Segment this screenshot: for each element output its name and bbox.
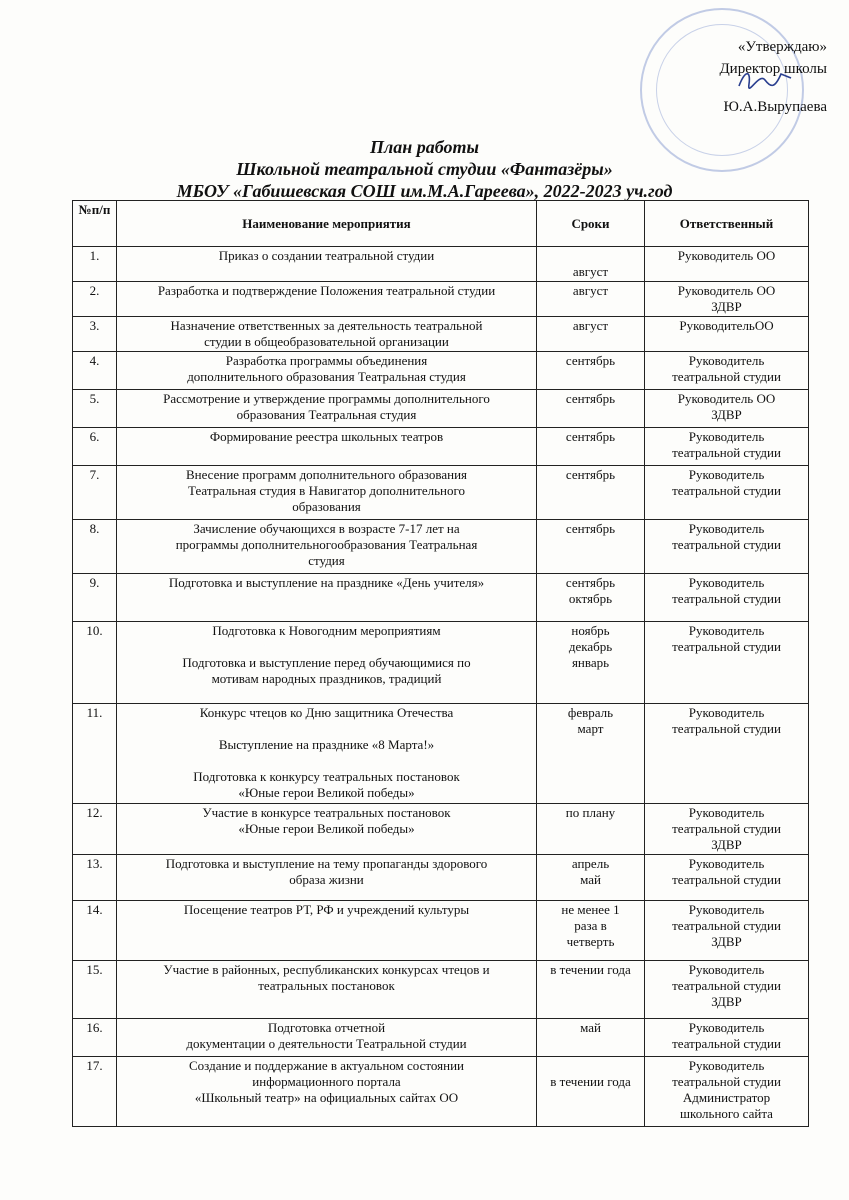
event-name-line xyxy=(120,639,533,655)
responsible-line: Руководитель xyxy=(688,1020,765,1035)
event-name-line: Разработка программы объединения xyxy=(225,353,428,368)
responsible-line: Руководитель ОО xyxy=(677,248,776,263)
term-cell xyxy=(537,317,645,352)
column-header: Наименование мероприятия xyxy=(117,201,537,247)
term-line: четверть xyxy=(566,934,615,949)
responsible-line: Руководитель xyxy=(688,962,765,977)
term-line: август xyxy=(572,264,609,279)
event-name-cell xyxy=(117,901,537,961)
responsible-line: школьного сайта xyxy=(680,1106,773,1121)
responsible-line: театральной студии xyxy=(672,978,781,993)
event-name-line: Назначение ответственных за деятельность театральной xyxy=(170,318,483,333)
event-name-line: «Школьный театр» на официальных сайтах ОО xyxy=(194,1090,459,1105)
event-name-cell xyxy=(117,466,537,520)
responsible-cell xyxy=(645,855,809,901)
table-row xyxy=(73,520,809,574)
table-row xyxy=(73,352,809,390)
event-name-line: мотивам народных праздников, традиций xyxy=(211,671,442,686)
term-line: февраль xyxy=(567,705,614,720)
responsible-line: ЗДВР xyxy=(711,299,742,314)
event-name-line: Конкурс чтецов ко Дню защитника Отечества xyxy=(199,705,454,720)
term-line: апрель xyxy=(571,856,610,871)
term-cell xyxy=(537,622,645,704)
table-row xyxy=(73,804,809,855)
event-name-line: информационного портала xyxy=(252,1074,401,1089)
column-header: Ответственный xyxy=(645,201,809,247)
event-name-cell xyxy=(117,961,537,1019)
responsible-cell xyxy=(645,961,809,1019)
event-name-cell xyxy=(117,855,537,901)
event-name-cell xyxy=(117,1057,537,1127)
table-row xyxy=(73,622,809,704)
responsible-cell xyxy=(645,317,809,352)
table-row xyxy=(73,317,809,352)
responsible-line: театральной студии xyxy=(672,1036,781,1051)
responsible-line: Руководитель xyxy=(688,856,765,871)
row-number: 15. xyxy=(73,961,117,1019)
event-name-line: Подготовка и выступление перед обучающимися по xyxy=(182,655,471,670)
term-line: не менее 1 xyxy=(561,902,620,917)
term-line: май xyxy=(580,1020,601,1035)
responsible-line: Руководитель xyxy=(688,805,765,820)
event-name-line: Участие в районных, республиканских конкурсах чтецов и xyxy=(163,962,490,977)
term-line: август xyxy=(572,283,609,298)
term-line: сентябрь xyxy=(565,391,616,406)
term-line: январь xyxy=(571,655,610,670)
term-cell xyxy=(537,247,645,282)
event-name-line: образования xyxy=(292,499,361,514)
table-row xyxy=(73,390,809,428)
row-number: 7. xyxy=(73,466,117,520)
responsible-cell xyxy=(645,352,809,390)
row-number: 5. xyxy=(73,390,117,428)
table-row xyxy=(73,466,809,520)
table-row xyxy=(73,574,809,622)
row-number: 4. xyxy=(73,352,117,390)
event-name-line: «Юные герои Великой победы» xyxy=(238,821,415,836)
term-line: ноябрь xyxy=(571,623,610,638)
event-name-line: Формирование реестра школьных театров xyxy=(209,429,444,444)
event-name-cell xyxy=(117,317,537,352)
event-name-line: Рассмотрение и утверждение программы дополнительного xyxy=(163,391,490,406)
term-cell xyxy=(537,804,645,855)
event-name-line: Подготовка отчетной xyxy=(267,1020,386,1035)
term-line: в течении года xyxy=(550,962,631,977)
page-title xyxy=(0,136,849,202)
row-number: 9. xyxy=(73,574,117,622)
row-number: 3. xyxy=(73,317,117,352)
responsible-cell xyxy=(645,1019,809,1057)
responsible-line: ЗДВР xyxy=(711,994,742,1009)
responsible-line: театральной студии xyxy=(672,639,781,654)
table-row xyxy=(73,961,809,1019)
responsible-line: театральной студии xyxy=(672,918,781,933)
responsible-line: театральной студии xyxy=(672,537,781,552)
event-name-line: театральных постановок xyxy=(258,978,395,993)
event-name-line: Приказ о создании театральной студии xyxy=(218,248,435,263)
table-row xyxy=(73,428,809,466)
event-name-line: Подготовка к Новогодним мероприятиям xyxy=(212,623,441,638)
responsible-line: ЗДВР xyxy=(711,837,742,852)
term-cell xyxy=(537,352,645,390)
event-name-line: студии в общеобразовательной организации xyxy=(204,334,449,349)
event-name-line: Посещение театров РТ, РФ и учреждений культуры xyxy=(183,902,470,917)
term-cell xyxy=(537,961,645,1019)
event-name-line: «Юные герои Великой победы» xyxy=(238,785,415,800)
responsible-cell xyxy=(645,901,809,961)
event-name-cell xyxy=(117,574,537,622)
title-line: МБОУ «Габишевская СОШ им.М.А.Гареева», 2022-2023 уч.год xyxy=(176,181,673,201)
approval-line: «Утверждаю» xyxy=(737,39,827,55)
term-line: октябрь xyxy=(568,591,613,606)
term-cell xyxy=(537,390,645,428)
responsible-line: театральной студии xyxy=(672,721,781,736)
responsible-line: Руководитель xyxy=(688,1058,765,1073)
term-line: сентябрь xyxy=(565,575,616,590)
term-line: сентябрь xyxy=(565,521,616,536)
event-name-line: Выступление на празднике «8 Марта!» xyxy=(218,737,435,752)
responsible-cell xyxy=(645,622,809,704)
responsible-line: Руководитель xyxy=(688,623,765,638)
approval-block xyxy=(719,36,827,118)
table-row xyxy=(73,704,809,804)
responsible-cell xyxy=(645,520,809,574)
event-name-cell xyxy=(117,282,537,317)
term-cell xyxy=(537,901,645,961)
row-number: 13. xyxy=(73,855,117,901)
responsible-line: театральной студии xyxy=(672,1074,781,1089)
title-line: План работы xyxy=(370,137,479,157)
event-name-line: Разработка и подтверждение Положения театральной студии xyxy=(157,283,496,298)
responsible-line: Руководитель xyxy=(688,467,765,482)
table-row xyxy=(73,282,809,317)
term-line: по плану xyxy=(565,805,616,820)
responsible-line: Руководитель ОО xyxy=(677,391,776,406)
term-cell xyxy=(537,466,645,520)
row-number: 10. xyxy=(73,622,117,704)
responsible-line: театральной студии xyxy=(672,369,781,384)
term-line: сентябрь xyxy=(565,467,616,482)
approval-position: Директор школы xyxy=(719,61,827,77)
event-name-cell xyxy=(117,390,537,428)
event-name-line: дополнительного образования Театральная студия xyxy=(187,369,466,384)
column-header: №п/п xyxy=(73,201,117,247)
responsible-line: театральной студии xyxy=(672,445,781,460)
responsible-cell xyxy=(645,466,809,520)
row-number: 11. xyxy=(73,704,117,804)
term-line: в течении года xyxy=(550,1074,631,1089)
event-name-cell xyxy=(117,428,537,466)
term-cell xyxy=(537,428,645,466)
term-cell xyxy=(537,574,645,622)
responsible-line: Администратор xyxy=(682,1090,771,1105)
term-cell xyxy=(537,1019,645,1057)
row-number: 1. xyxy=(73,247,117,282)
table-row xyxy=(73,1019,809,1057)
term-cell xyxy=(537,282,645,317)
term-cell xyxy=(537,520,645,574)
column-header: Сроки xyxy=(537,201,645,247)
event-name-line: Создание и поддержание в актуальном состоянии xyxy=(189,1058,464,1073)
event-name-line: Участие в конкурсе театральных постановок xyxy=(202,805,451,820)
title-line: Школьной театральной студии «Фантазёры» xyxy=(236,159,613,179)
row-number: 17. xyxy=(73,1057,117,1127)
event-name-line: образа жизни xyxy=(289,872,364,887)
term-line: май xyxy=(580,872,601,887)
row-number: 8. xyxy=(73,520,117,574)
event-name-line xyxy=(120,721,533,737)
term-line: август xyxy=(572,318,609,333)
event-name-cell xyxy=(117,622,537,704)
event-name-line: Театральная студия в Навигатор дополнительного xyxy=(188,483,465,498)
responsible-cell xyxy=(645,282,809,317)
responsible-line: театральной студии xyxy=(672,821,781,836)
responsible-cell xyxy=(645,804,809,855)
responsible-line: театральной студии xyxy=(672,591,781,606)
table-header-row xyxy=(73,201,809,247)
event-name-line: Подготовка и выступление на тему пропаганды здорового xyxy=(165,856,488,871)
event-name-cell xyxy=(117,352,537,390)
responsible-cell xyxy=(645,1057,809,1127)
table-row xyxy=(73,855,809,901)
row-number: 16. xyxy=(73,1019,117,1057)
term-line: сентябрь xyxy=(565,353,616,368)
event-name-line: Зачисление обучающихся в возрасте 7-17 лет на xyxy=(193,521,460,536)
responsible-line: Руководитель xyxy=(688,429,765,444)
responsible-cell xyxy=(645,574,809,622)
responsible-line: Руководитель ОО xyxy=(677,283,776,298)
responsible-line: ЗДВР xyxy=(711,407,742,422)
event-name-line: программы дополнительногообразования Театральная xyxy=(175,537,478,552)
event-name-line: студия xyxy=(308,553,345,568)
responsible-line: театральной студии xyxy=(672,483,781,498)
event-name-line: Подготовка и выступление на празднике «День учителя» xyxy=(168,575,485,590)
responsible-cell xyxy=(645,704,809,804)
plan-table xyxy=(72,200,809,1127)
responsible-line: Руководитель xyxy=(688,705,765,720)
responsible-cell xyxy=(645,428,809,466)
term-cell xyxy=(537,1057,645,1127)
responsible-line: ЗДВР xyxy=(711,934,742,949)
responsible-line: Руководитель xyxy=(688,575,765,590)
row-number: 12. xyxy=(73,804,117,855)
term-line xyxy=(540,1058,641,1074)
responsible-line: Руководитель xyxy=(688,521,765,536)
responsible-cell xyxy=(645,390,809,428)
event-name-cell xyxy=(117,247,537,282)
director-name: Ю.А.Вырупаева xyxy=(723,99,827,115)
event-name-line: образования Театральная студия xyxy=(236,407,417,422)
responsible-line: театральной студии xyxy=(672,872,781,887)
term-cell xyxy=(537,855,645,901)
event-name-line: документации о деятельности Театральной студии xyxy=(186,1036,467,1051)
event-name-cell xyxy=(117,1019,537,1057)
term-line: март xyxy=(577,721,604,736)
event-name-cell xyxy=(117,804,537,855)
responsible-line: Руководитель xyxy=(688,902,765,917)
table-row xyxy=(73,1057,809,1127)
term-cell xyxy=(537,704,645,804)
table-row xyxy=(73,901,809,961)
row-number: 6. xyxy=(73,428,117,466)
responsible-line: Руководитель xyxy=(688,353,765,368)
term-line: раза в xyxy=(574,918,607,933)
event-name-cell xyxy=(117,520,537,574)
term-line: сентябрь xyxy=(565,429,616,444)
event-name-line: Внесение программ дополнительного образования xyxy=(185,467,468,482)
row-number: 14. xyxy=(73,901,117,961)
responsible-line: РуководительОО xyxy=(679,318,774,333)
row-number: 2. xyxy=(73,282,117,317)
responsible-cell xyxy=(645,247,809,282)
table-row xyxy=(73,247,809,282)
term-line xyxy=(540,248,641,264)
event-name-line: Подготовка к конкурсу театральных постановок xyxy=(193,769,460,784)
event-name-line xyxy=(120,753,533,769)
event-name-cell xyxy=(117,704,537,804)
term-line: декабрь xyxy=(568,639,613,654)
